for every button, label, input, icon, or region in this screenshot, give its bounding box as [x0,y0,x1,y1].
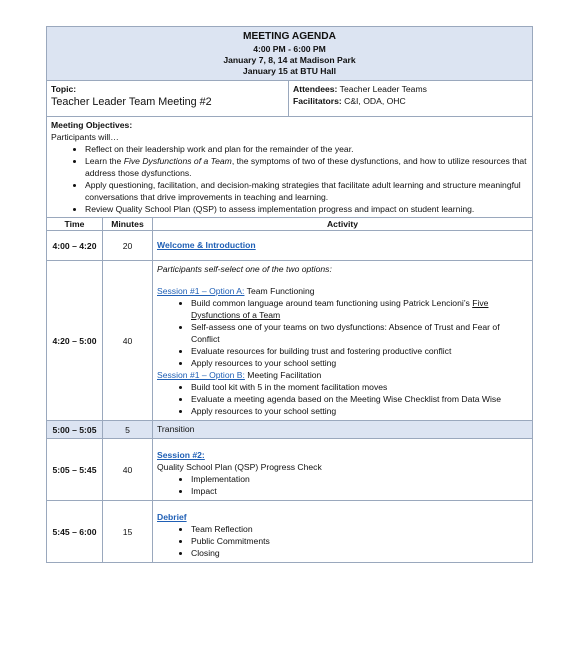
people-cell [289,81,533,117]
option-b-list [157,381,528,417]
agenda-header [47,27,533,81]
option-a-list [157,297,528,369]
col-minutes-header: Minutes [103,218,153,231]
attendees-value: Teacher Leader Teams [339,84,427,94]
table-row [47,421,533,439]
row-minutes: 15 [103,501,153,563]
agenda-dates-1: January 7, 8, 14 at Madison Park [223,55,356,65]
topic-cell [47,81,289,117]
row-time: 5:45 – 6:00 [47,501,103,563]
option-b-link[interactable]: Session #1 – Option B: [157,370,245,380]
table-row [47,261,533,421]
row-minutes: 20 [103,231,153,261]
agenda-dates-2: January 15 at BTU Hall [242,66,337,76]
objective-item: • Apply questioning, facilitation, and decision-making strategies that facilitate adult learning and structure meaningful conversations that drive improvements in teaching and learning. [85,179,528,203]
row-minutes: 5 [103,421,153,439]
option-a-link[interactable]: Session #1 – Option A: [157,286,245,296]
objectives-row [47,117,533,218]
list-item: • Closing [191,547,528,559]
row-time: 5:00 – 5:05 [47,421,103,439]
row-time: 4:00 – 4:20 [47,231,103,261]
row-activity [153,231,533,261]
col-activity-header: Activity [153,218,533,231]
table-row [47,231,533,261]
row-time: 4:20 – 5:00 [47,261,103,421]
session1-intro: Participants self-select one of the two options: [157,264,332,274]
facilitators-value: C&I, ODA, OHC [344,96,406,106]
session2-text: Quality School Plan (QSP) Progress Check [157,462,322,472]
objectives-intro: Participants will… [51,132,119,142]
attendees-label: Attendees: [293,84,338,94]
objectives-title: Meeting Objectives: [51,120,133,130]
row-time: 5:05 – 5:45 [47,439,103,501]
debrief-list [157,523,528,559]
topic-row [47,81,533,117]
list-item: • Team Reflection [191,523,528,535]
objectives-list [51,143,528,215]
list-item: • Implementation [191,473,528,485]
list-item: • Build common language around team functioning using Patrick Lencioni’s Five Dysfunctions of a Team [191,297,528,321]
row-activity: Transition [153,421,533,439]
option-b-text: Meeting Facilitation [244,370,322,380]
row-minutes: 40 [103,261,153,421]
row-activity [153,439,533,501]
option-a-text: Team Functioning [244,286,315,296]
agenda-title: MEETING AGENDA [242,31,336,42]
objective-item: • Reflect on their leadership work and plan for the remainder of the year. [85,143,528,155]
row-activity [153,261,533,421]
agenda-time: 4:00 PM - 6:00 PM [253,44,326,54]
list-item: • Public Commitments [191,535,528,547]
list-item: • Apply resources to your school setting [191,357,528,369]
session2-link[interactable]: Session #2: [157,450,205,460]
debrief-link[interactable]: Debrief [157,512,187,522]
table-row [47,439,533,501]
row-activity [153,501,533,563]
objectives-cell [47,117,533,218]
objective-item: • Review Quality School Plan (QSP) to assess implementation progress and impact on student learning. [85,203,528,215]
topic-value: Teacher Leader Team Meeting #2 [51,96,212,108]
col-time-header: Time [47,218,103,231]
session2-list [157,473,528,497]
header-row [47,27,533,81]
objective-item: • Learn the Five Dysfunctions of a Team, the symptoms of two of these dysfunctions, and how to utilize resources that address those dysfunctions. [85,155,528,179]
agenda-sheet [46,26,532,563]
column-header-row [47,218,533,231]
list-item: • Impact [191,485,528,497]
list-item: • Evaluate a meeting agenda based on the Meeting Wise Checklist from Data Wise [191,393,528,405]
agenda-table [46,26,533,563]
topic-label: Topic: [51,84,77,94]
welcome-link[interactable]: Welcome & Introduction [157,240,256,250]
table-row [47,501,533,563]
row-minutes: 40 [103,439,153,501]
list-item: • Evaluate resources for building trust and fostering productive conflict [191,345,528,357]
list-item: • Self-assess one of your teams on two dysfunctions: Absence of Trust and Fear of Conflict [191,321,528,345]
facilitators-label: Facilitators: [293,96,342,106]
list-item: • Build tool kit with 5 in the moment facilitation moves [191,381,528,393]
list-item: • Apply resources to your school setting [191,405,528,417]
